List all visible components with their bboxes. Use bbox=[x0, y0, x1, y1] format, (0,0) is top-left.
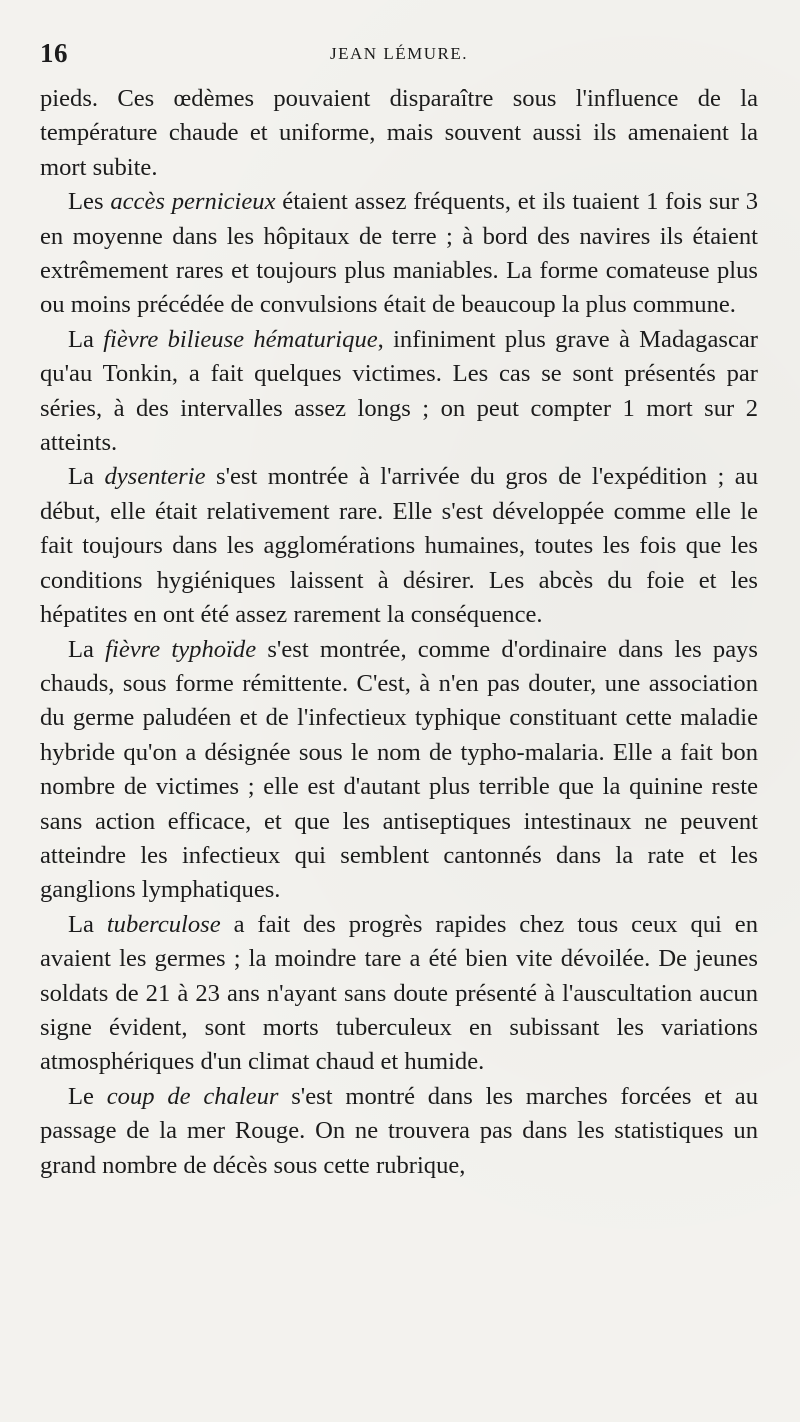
disease-term: dysenterie bbox=[104, 463, 206, 491]
paragraph-lead: Le bbox=[68, 1082, 107, 1110]
paragraph-text: , infiniment plus grave à Madagascar qu'au Tonkin, a fait quelques victimes. Les cas se sont présentés par séries, à des intervalles assez longs ; on peut compter 1 mort sur 2 atteints. bbox=[40, 325, 758, 457]
paragraph-dysenterie bbox=[40, 460, 758, 632]
running-head bbox=[40, 38, 758, 68]
paragraph-oedemes bbox=[40, 82, 758, 185]
paragraph-text: étaient assez fréquents, et ils tuaient 1 fois sur 3 en moyenne dans les hôpitaux de terre ; à bord des navires ils étaient extrêmement rares et toujours plus maniables. La forme comateuse plus ou moins précédée de convulsions était de beaucoup la plus commune. bbox=[40, 188, 758, 319]
paragraph-acces-pernicieux bbox=[40, 185, 758, 323]
page-number: 16 bbox=[40, 38, 68, 68]
disease-term: fièvre typhoïde bbox=[105, 635, 257, 663]
paragraph-coup-de-chaleur bbox=[40, 1080, 758, 1183]
disease-term: accès pernicieux bbox=[110, 188, 276, 216]
paragraph-fievre-bilieuse bbox=[40, 323, 758, 461]
body-text bbox=[40, 82, 758, 1183]
disease-term: tuberculose bbox=[106, 910, 221, 938]
paragraph-lead: Les bbox=[68, 188, 111, 216]
paragraph-text: pieds. Ces œdèmes pouvaient disparaître sous l'influence de la température chaude et uniforme, mais souvent aussi ils amenaient la mort subite. bbox=[40, 85, 758, 181]
paragraph-fievre-typhoide bbox=[40, 633, 758, 908]
disease-term: coup de chaleur bbox=[106, 1082, 279, 1110]
paragraph-text: s'est montrée, comme d'ordinaire dans les pays chauds, sous forme rémittente. C'est, à n'en pas douter, une association du germe paludéen et de l'infectieux typhique constituant cette maladie hybride qu'on a désignée sous le nom de typho-malaria. Elle a fait bon nombre de victimes ; elle est d'autant plus terrible que la quinine reste sans action efficace, et que les antiseptiques intestinaux ne peuvent atteindre les infectieux qui semblent cantonnés dans la rate et les ganglions lymphatiques. bbox=[40, 635, 759, 904]
paragraph-lead: La bbox=[68, 463, 105, 491]
paragraph-text: a fait des progrès rapides chez tous ceux qui en avaient les germes ; la moindre tare a été bien vite dévoilée. De jeunes soldats de 21 à 23 ans n'ayant sans doute présenté à l'auscultation aucun signe évident, sont morts tuberculeux en subissant les variations atmosphériques d'un climat chaud et humide. bbox=[40, 910, 758, 1076]
paragraph-tuberculose bbox=[40, 908, 758, 1080]
paragraph-lead: La bbox=[68, 910, 107, 938]
paragraph-lead: La bbox=[68, 325, 104, 353]
disease-term: fièvre bilieuse hématurique bbox=[103, 325, 378, 353]
paragraph-text: s'est montrée à l'arrivée du gros de l'expédition ; au début, elle était relativement rare. Elle s'est développée comme elle le fait toujours dans les agglomérations humaines, toutes les fois que les conditions hygiéniques laissent à désirer. Les abcès du foie et les hépatites en ont été assez rarement la conséquence. bbox=[40, 463, 759, 629]
paragraph-text: s'est montré dans les marches forcées et au passage de la mer Rouge. On ne trouvera pas dans les statistiques un grand nombre de décès sous cette rubrique, bbox=[40, 1082, 758, 1179]
paragraph-lead: La bbox=[68, 635, 106, 663]
running-title: JEAN LÉMURE. bbox=[330, 44, 468, 63]
